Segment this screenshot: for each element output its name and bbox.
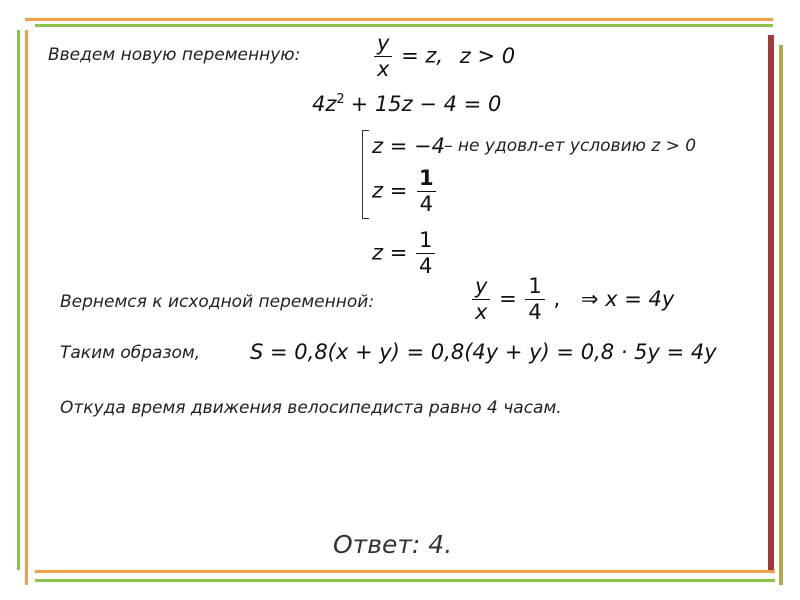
bottom-orange-stripe <box>35 570 775 573</box>
root-positive-fraction: $\frac{1}{4}$ <box>416 168 437 215</box>
distance-equation: S = 0,8(x + y) = 0,8(4y + y) = 0,8 · 5y = 4y <box>250 340 717 364</box>
root-final: z = $\frac{1}{4}$ <box>372 230 437 277</box>
root-negative: z = −4 <box>372 134 445 158</box>
substitution-fraction: $\frac{y}{x}$ <box>374 33 392 80</box>
right-darkred-stripe <box>768 35 774 570</box>
return-equation: $\frac{y}{x}$ = $\frac{1}{4}$ , ⇒ x = 4y <box>470 276 674 323</box>
thus-label: Таким образом, <box>60 343 201 363</box>
right-olive-stripe <box>779 45 783 585</box>
root-final-fraction: $\frac{1}{4}$ <box>416 230 435 277</box>
intro-label: Введем новую переменную: <box>48 45 301 65</box>
root-positive: z = $\frac{1}{4}$ <box>372 168 439 215</box>
left-green-stripe <box>17 30 20 570</box>
quadratic-equation: $4z^2 + 15z - 4 = 0$ <box>312 92 502 116</box>
return-label: Вернемся к исходной переменной: <box>60 292 375 312</box>
left-orange-stripe <box>25 30 28 585</box>
substitution-equation: $\frac{y}{x}$ = z, z > 0 <box>372 33 515 80</box>
conclusion-text: Откуда время движения велосипедиста равно 4 часам. <box>60 398 562 418</box>
return-fraction-quarter: $\frac{1}{4}$ <box>525 276 544 323</box>
return-fraction-yx: $\frac{y}{x}$ <box>472 276 490 323</box>
top-orange-stripe <box>25 18 773 21</box>
root-negative-note: – не удовл-ет условию z > 0 <box>444 136 697 156</box>
bottom-green-stripe <box>35 579 775 582</box>
answer-text: Ответ: 4. <box>333 530 453 559</box>
roots-bracket <box>362 130 369 219</box>
top-green-stripe <box>35 24 773 27</box>
